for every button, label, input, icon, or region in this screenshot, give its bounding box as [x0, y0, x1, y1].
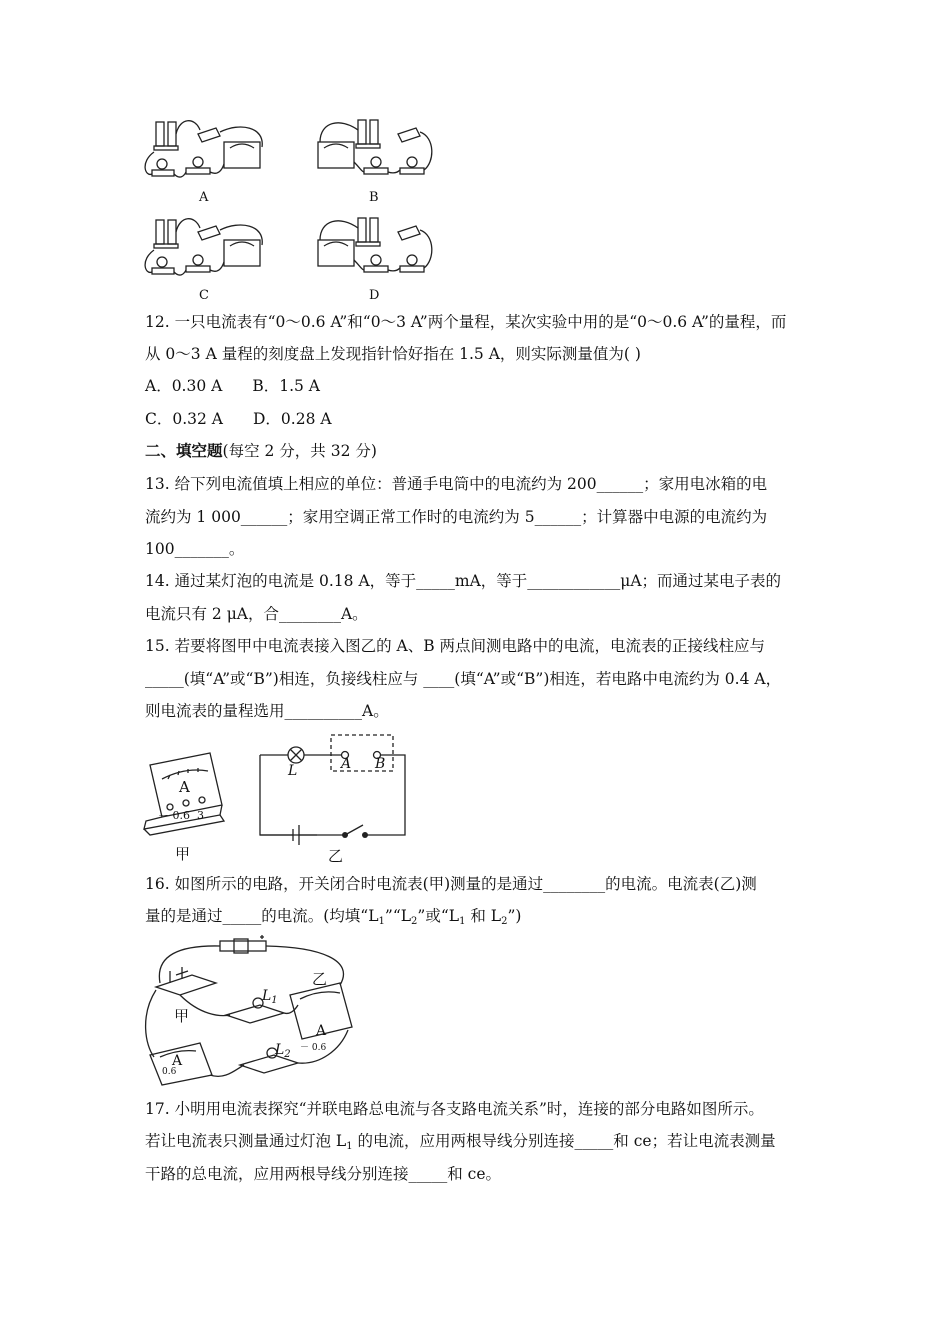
- q16-line-2-part-d: 和 L: [465, 907, 502, 925]
- q13-line-3: 100_______。: [145, 540, 245, 558]
- q17-line-3: 干路的总电流，应用两根导线分别连接_____和 ce。: [145, 1165, 502, 1183]
- q16-sub-4: 2: [501, 916, 508, 927]
- section-2-title: 二、填空题: [145, 441, 223, 460]
- q17-line-2-part-a: 若让电流表只测量通过灯泡 L: [145, 1132, 347, 1150]
- q16-sub-2: 2: [411, 916, 418, 927]
- q17-line-1: 17. 小明用电流表探究“并联电路总电流与各支路电流关系”时，连接的部分电路如图所示。: [145, 1100, 764, 1118]
- q12-line-1: 12. 一只电流表有“0～0.6 A”和“0～3 A”两个量程，某次实验中用的是“0～0.6 A”的量程，而: [145, 313, 787, 331]
- q12-options-cd: [145, 409, 332, 429]
- q12-option-a: A．0.30 A: [145, 377, 223, 395]
- q11-circuit-figure-d: [310, 210, 440, 285]
- q16-line-2: [145, 906, 521, 932]
- section-2-heading: [145, 441, 377, 461]
- q16-l1-sub: 1: [271, 995, 278, 1006]
- q16-meter-jia-scale: 0.6: [162, 1067, 177, 1077]
- q17-sub-1: 1: [346, 1141, 353, 1152]
- q15-line-1: 15. 若要将图甲中电流表接入图乙的 A、B 两点间测电路中的电流，电流表的正接线柱应与: [145, 637, 766, 655]
- q17-line-2-part-b: 的电流，应用两根导线分别连接_____和 ce；若让电流表测量: [352, 1132, 776, 1150]
- q14-line-2: 电流只有 2 μA，合________A。: [145, 605, 368, 623]
- q14-line-1: 14. 通过某灯泡的电流是 0.18 A，等于_____mA，等于____________μA；而通过某电子表的: [145, 572, 782, 590]
- q16-sub-1: 1: [378, 916, 385, 927]
- q11-circuit-figure-a: [140, 112, 270, 187]
- q15-meter-scale: － 0.6 3: [158, 809, 204, 822]
- section-2-note: (每空 2 分，共 32 分): [222, 442, 377, 460]
- q16-line-1: 16. 如图所示的电路，开关闭合时电流表(甲)测量的是通过________的电流。电流表(乙)测: [145, 875, 757, 893]
- q16-line-2-part-a: 量的是通过_____的电流。(均填“L: [145, 907, 379, 925]
- q16-yi-label: 乙: [312, 970, 328, 988]
- q12-option-c: C．0.32 A: [145, 410, 223, 428]
- q16-l1-label: [262, 988, 278, 1006]
- q12-option-d: D．0.28 A: [253, 410, 332, 428]
- q15-meter-letter: A: [179, 778, 190, 796]
- q11-label-c: C: [199, 288, 209, 303]
- q16-meter-yi-scale: － 0.6: [300, 1043, 327, 1053]
- q11-label-a: A: [199, 190, 209, 205]
- q16-l2-label: [275, 1042, 291, 1060]
- q16-jia-label: 甲: [174, 1007, 190, 1025]
- q15-lamp-label: L: [288, 763, 298, 779]
- q16-meter-jia-letter: A: [172, 1053, 183, 1069]
- q15-point-a: A: [341, 756, 352, 772]
- q15-circuit-figure: [255, 735, 415, 845]
- q15-line-3: 则电流表的量程选用__________A。: [145, 702, 389, 720]
- q16-l2-letter: L: [275, 1042, 285, 1058]
- q11-circuit-figure-c: [140, 210, 270, 285]
- q12-options-ab: [145, 376, 320, 396]
- q13-line-2: 流约为 1 000______；家用空调正常工作时的电流约为 5______；计算器中电源的电流约为: [145, 508, 768, 526]
- q16-line-2-part-e: ”): [507, 907, 522, 925]
- q11-label-d: D: [369, 288, 380, 303]
- q17-line-2: [145, 1131, 776, 1157]
- q15-fig-jia-label: 甲: [175, 845, 191, 863]
- q15-line-2: _____(填“A”或“B”)相连，负接线柱应与 ____(填“A”或“B”)相连，若电路中电流约为 0.4 A，: [145, 670, 782, 688]
- q11-circuit-figure-b: [310, 112, 440, 187]
- q16-meter-yi-letter: A: [316, 1023, 327, 1039]
- q15-fig-yi-label: 乙: [328, 847, 344, 865]
- q16-l2-sub: 2: [284, 1049, 291, 1060]
- q15-point-b: B: [375, 756, 386, 772]
- q12-option-b: B．1.5 A: [252, 377, 320, 395]
- q13-line-1: 13. 给下列电流值填上相应的单位：普通手电筒中的电流约为 200______；家用电冰箱的电: [145, 475, 768, 493]
- q16-l1-letter: L: [262, 988, 272, 1004]
- q16-line-2-part-c: ”或“L: [417, 907, 460, 925]
- q16-line-2-part-b: ”“L: [384, 907, 412, 925]
- q11-label-b: B: [369, 190, 379, 205]
- q12-line-2: 从 0～3 A 量程的刻度盘上发现指针恰好指在 1.5 A，则实际测量值为( ): [145, 345, 641, 363]
- q16-sub-3: 1: [459, 916, 466, 927]
